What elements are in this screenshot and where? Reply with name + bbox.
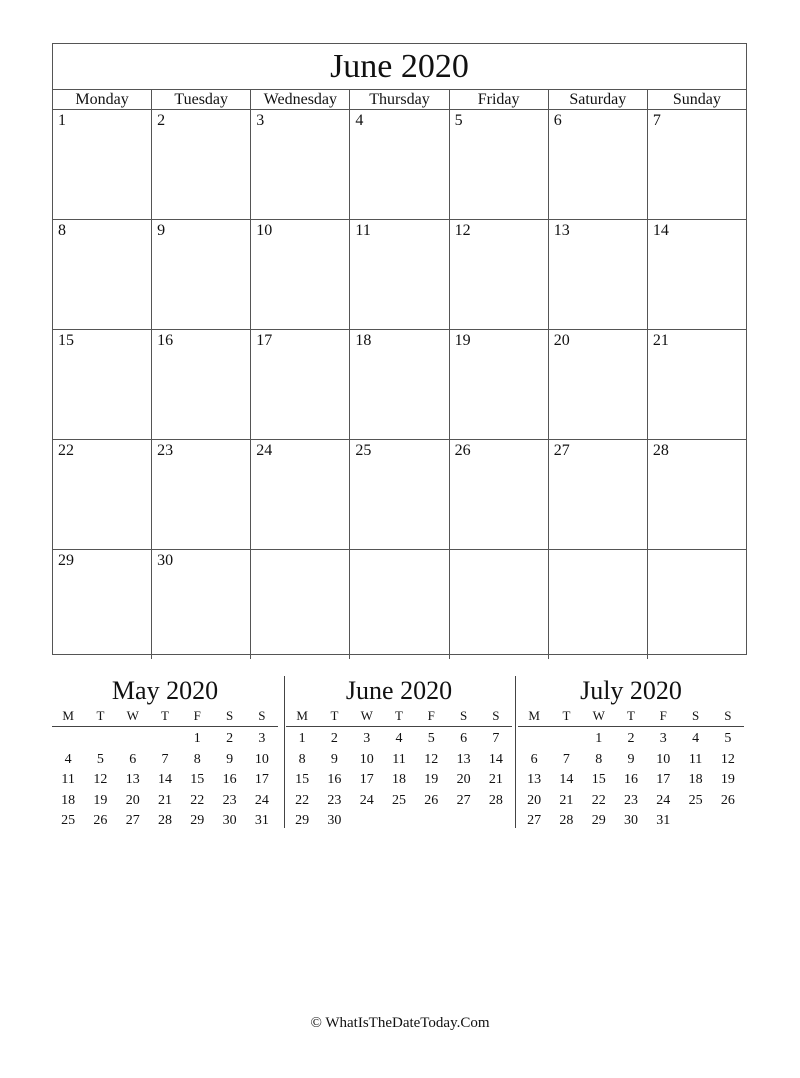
mini-day[interactable]: 8 bbox=[595, 751, 603, 767]
day-cell[interactable]: 29 bbox=[58, 552, 74, 569]
mini-day[interactable]: 25 bbox=[61, 813, 76, 828]
mini-weekday-label: M bbox=[62, 708, 74, 723]
mini-day[interactable]: 25 bbox=[391, 792, 406, 808]
mini-day[interactable]: 10 bbox=[254, 751, 269, 767]
mini-day[interactable]: 5 bbox=[96, 751, 104, 767]
day-cell[interactable]: 18 bbox=[349, 330, 448, 439]
day-cell[interactable]: 16 bbox=[151, 330, 250, 439]
day-cell[interactable] bbox=[449, 550, 548, 659]
week-row bbox=[53, 330, 746, 440]
mini-day[interactable]: 3 bbox=[258, 731, 266, 746]
mini-day[interactable]: 7 bbox=[562, 751, 570, 767]
week-row bbox=[53, 110, 746, 220]
mini-day[interactable]: 22 bbox=[295, 792, 310, 808]
mini-day[interactable]: 30 bbox=[623, 813, 638, 828]
mini-calendar-divider bbox=[515, 676, 516, 828]
mini-day[interactable]: 13 bbox=[125, 772, 140, 787]
mini-day[interactable]: 15 bbox=[591, 772, 606, 787]
mini-day[interactable]: 7 bbox=[492, 731, 500, 746]
day-cell[interactable]: 5 bbox=[449, 110, 548, 219]
mini-weekday-label: T bbox=[627, 708, 635, 723]
mini-day[interactable]: 26 bbox=[93, 813, 108, 828]
mini-day[interactable]: 18 bbox=[688, 772, 703, 787]
mini-weekday-label: W bbox=[126, 708, 139, 723]
weekday-wednesday: Wednesday bbox=[250, 90, 349, 109]
weekday-friday: Friday bbox=[449, 90, 548, 109]
mini-day[interactable]: 15 bbox=[190, 772, 205, 787]
week-row bbox=[53, 220, 746, 330]
weekday-saturday: Saturday bbox=[548, 90, 647, 109]
mini-day[interactable]: 20 bbox=[456, 772, 471, 787]
mini-day[interactable]: 7 bbox=[161, 751, 169, 767]
mini-weekday-label: F bbox=[193, 708, 201, 723]
mini-day[interactable]: 12 bbox=[424, 751, 439, 767]
mini-day[interactable]: 20 bbox=[125, 792, 140, 808]
mini-day[interactable]: 24 bbox=[359, 792, 374, 808]
mini-day[interactable]: 27 bbox=[125, 813, 140, 828]
mini-day[interactable]: 9 bbox=[330, 751, 338, 767]
mini-day[interactable]: 24 bbox=[254, 792, 269, 808]
mini-day[interactable]: 28 bbox=[488, 792, 503, 808]
mini-day[interactable]: 20 bbox=[527, 792, 542, 808]
day-cell[interactable]: 25 bbox=[349, 440, 448, 549]
mini-day bbox=[84, 729, 116, 750]
mini-weekday-label: T bbox=[562, 708, 571, 723]
mini-day[interactable]: 18 bbox=[61, 792, 76, 808]
mini-day[interactable]: 13 bbox=[456, 751, 471, 767]
mini-day bbox=[550, 729, 582, 750]
day-cell[interactable]: 17 bbox=[250, 330, 349, 439]
mini-day[interactable]: 30 bbox=[222, 813, 237, 828]
mini-day[interactable]: 11 bbox=[688, 751, 703, 767]
mini-day bbox=[52, 729, 84, 750]
mini-day[interactable]: 16 bbox=[327, 772, 342, 787]
weekday-sunday: Sunday bbox=[647, 90, 746, 109]
mini-weekday-label: T bbox=[395, 708, 403, 723]
mini-weekday-label: S bbox=[225, 708, 234, 723]
mini-day[interactable]: 17 bbox=[656, 772, 671, 787]
mini-day[interactable]: 2 bbox=[330, 731, 338, 746]
mini-calendar-title: May 2020 bbox=[111, 676, 219, 705]
day-cell[interactable] bbox=[647, 550, 746, 659]
mini-day[interactable]: 22 bbox=[190, 792, 205, 808]
mini-day[interactable]: 13 bbox=[527, 772, 542, 787]
mini-weekday-label: W bbox=[360, 708, 373, 723]
day-cell[interactable]: 1 bbox=[58, 112, 66, 129]
day-cell[interactable]: 23 bbox=[151, 440, 250, 549]
weekday-header-row bbox=[53, 90, 746, 110]
mini-weekday-label: M bbox=[528, 708, 540, 723]
mini-day[interactable]: 6 bbox=[530, 751, 538, 767]
day-cell[interactable]: 7 bbox=[647, 110, 746, 219]
mini-day[interactable]: 31 bbox=[656, 813, 671, 828]
mini-day[interactable]: 30 bbox=[327, 813, 342, 828]
mini-day[interactable]: 16 bbox=[222, 772, 237, 787]
day-cell[interactable] bbox=[548, 550, 647, 659]
mini-calendar-july bbox=[518, 676, 744, 832]
day-cell[interactable]: 2 bbox=[151, 110, 250, 219]
day-cell[interactable]: 19 bbox=[449, 330, 548, 439]
weeks-container bbox=[53, 110, 746, 659]
mini-day[interactable]: 5 bbox=[427, 731, 435, 746]
mini-day[interactable]: 2 bbox=[226, 731, 234, 746]
mini-day[interactable]: 14 bbox=[559, 772, 574, 787]
mini-day[interactable]: 28 bbox=[559, 813, 574, 828]
day-cell[interactable]: 22 bbox=[58, 442, 74, 459]
mini-calendar-title: July 2020 bbox=[580, 676, 682, 705]
mini-day[interactable]: 19 bbox=[424, 772, 439, 787]
day-cell[interactable]: 10 bbox=[250, 220, 349, 329]
mini-day[interactable]: 16 bbox=[623, 772, 638, 787]
copyright-footer: © WhatIsTheDateToday.Com bbox=[310, 1015, 490, 1031]
mini-day[interactable]: 2 bbox=[627, 731, 635, 746]
mini-day[interactable]: 5 bbox=[724, 731, 732, 746]
mini-weekday-label: F bbox=[659, 708, 667, 723]
mini-day[interactable]: 3 bbox=[659, 731, 667, 746]
mini-day[interactable]: 17 bbox=[254, 772, 269, 787]
mini-day[interactable]: 14 bbox=[157, 772, 172, 787]
mini-day[interactable]: 11 bbox=[392, 751, 406, 767]
day-cell[interactable]: 8 bbox=[58, 222, 66, 239]
mini-day[interactable]: 29 bbox=[190, 813, 205, 828]
day-cell[interactable]: 24 bbox=[250, 440, 349, 549]
mini-calendar-header bbox=[52, 706, 278, 727]
mini-calendar-header bbox=[286, 706, 512, 727]
mini-day[interactable]: 10 bbox=[656, 751, 671, 767]
day-cell[interactable]: 4 bbox=[349, 110, 448, 219]
day-cell[interactable]: 28 bbox=[647, 440, 746, 549]
mini-day[interactable]: 4 bbox=[64, 751, 72, 767]
weekday-monday: Monday bbox=[75, 91, 129, 108]
day-cell[interactable]: 13 bbox=[548, 220, 647, 329]
mini-day[interactable]: 18 bbox=[391, 772, 406, 787]
day-cell[interactable]: 11 bbox=[349, 220, 448, 329]
mini-day[interactable]: 31 bbox=[254, 813, 269, 828]
mini-day[interactable]: 15 bbox=[295, 772, 310, 787]
mini-day[interactable]: 14 bbox=[488, 751, 503, 767]
mini-day[interactable]: 29 bbox=[591, 813, 606, 828]
mini-day[interactable]: 19 bbox=[93, 792, 108, 808]
mini-day[interactable]: 9 bbox=[226, 751, 234, 767]
mini-day[interactable]: 17 bbox=[359, 772, 374, 787]
day-cell[interactable]: 15 bbox=[58, 332, 74, 349]
mini-weekday-label: T bbox=[330, 708, 339, 723]
mini-day[interactable]: 26 bbox=[424, 792, 439, 808]
mini-day[interactable]: 23 bbox=[327, 792, 342, 808]
main-calendar bbox=[52, 43, 747, 655]
mini-day[interactable]: 27 bbox=[456, 792, 471, 808]
mini-weekday-label: T bbox=[96, 708, 105, 723]
mini-day[interactable]: 6 bbox=[460, 731, 468, 746]
mini-day[interactable]: 1 bbox=[595, 731, 603, 746]
mini-day[interactable]: 1 bbox=[193, 731, 201, 746]
mini-weekday-label: S bbox=[724, 708, 732, 723]
mini-day[interactable]: 24 bbox=[656, 792, 671, 808]
mini-day[interactable]: 10 bbox=[359, 751, 374, 767]
mini-weekday-label: W bbox=[592, 708, 605, 723]
day-cell[interactable]: 3 bbox=[250, 110, 349, 219]
mini-weekday-label: F bbox=[427, 708, 435, 723]
mini-calendar-june bbox=[286, 676, 512, 832]
week-row bbox=[53, 440, 746, 550]
mini-day[interactable]: 8 bbox=[298, 751, 306, 767]
day-cell[interactable] bbox=[250, 550, 349, 659]
mini-day[interactable]: 28 bbox=[157, 813, 172, 828]
mini-calendar-days bbox=[286, 727, 512, 832]
mini-day[interactable]: 19 bbox=[720, 772, 735, 787]
mini-calendar-days bbox=[518, 727, 744, 832]
mini-day[interactable]: 8 bbox=[193, 751, 201, 767]
mini-day[interactable]: 1 bbox=[298, 731, 306, 746]
mini-weekday-label: S bbox=[691, 708, 700, 723]
day-cell[interactable]: 30 bbox=[151, 550, 250, 659]
mini-day[interactable]: 25 bbox=[688, 792, 703, 808]
mini-day bbox=[117, 729, 149, 750]
day-cell[interactable]: 9 bbox=[151, 220, 250, 329]
week-row bbox=[53, 550, 746, 659]
mini-weekday-label: S bbox=[258, 708, 266, 723]
mini-calendar-header bbox=[518, 706, 744, 727]
mini-calendar-days bbox=[52, 727, 278, 832]
mini-calendar-may bbox=[52, 676, 278, 832]
mini-weekday-label: M bbox=[296, 708, 308, 723]
mini-day[interactable]: 12 bbox=[93, 772, 108, 787]
day-cell[interactable]: 26 bbox=[449, 440, 548, 549]
mini-day[interactable]: 3 bbox=[363, 731, 371, 746]
mini-day[interactable]: 4 bbox=[692, 731, 700, 746]
mini-day bbox=[518, 729, 550, 750]
mini-day[interactable]: 27 bbox=[527, 813, 542, 828]
mini-weekday-label: S bbox=[492, 708, 500, 723]
mini-day[interactable]: 21 bbox=[488, 772, 503, 787]
mini-day[interactable]: 4 bbox=[395, 731, 403, 746]
mini-day[interactable]: 29 bbox=[295, 813, 310, 828]
mini-day[interactable]: 9 bbox=[627, 751, 635, 767]
weekday-thursday: Thursday bbox=[349, 90, 448, 109]
weekday-tuesday: Tuesday bbox=[151, 90, 250, 109]
mini-calendar-divider bbox=[284, 676, 285, 828]
mini-calendars bbox=[52, 676, 762, 831]
mini-day[interactable]: 11 bbox=[61, 772, 75, 787]
day-cell[interactable]: 14 bbox=[647, 220, 746, 329]
mini-day[interactable]: 12 bbox=[720, 751, 735, 767]
mini-day[interactable]: 22 bbox=[591, 792, 606, 808]
day-cell[interactable] bbox=[349, 550, 448, 659]
mini-day[interactable]: 6 bbox=[129, 751, 137, 767]
mini-day[interactable]: 21 bbox=[559, 792, 574, 808]
mini-day bbox=[149, 729, 181, 750]
day-cell[interactable]: 6 bbox=[548, 110, 647, 219]
mini-weekday-label: S bbox=[459, 708, 468, 723]
mini-day[interactable]: 26 bbox=[720, 792, 735, 808]
mini-day[interactable]: 21 bbox=[157, 792, 172, 808]
mini-weekday-label: T bbox=[161, 708, 169, 723]
day-cell[interactable]: 12 bbox=[449, 220, 548, 329]
day-cell[interactable]: 21 bbox=[647, 330, 746, 439]
mini-day[interactable]: 23 bbox=[222, 792, 237, 808]
day-cell[interactable]: 27 bbox=[548, 440, 647, 549]
day-cell[interactable]: 20 bbox=[548, 330, 647, 439]
mini-calendar-title: June 2020 bbox=[345, 676, 453, 705]
mini-day[interactable]: 23 bbox=[623, 792, 638, 808]
calendar-title: June 2020 bbox=[53, 44, 746, 90]
